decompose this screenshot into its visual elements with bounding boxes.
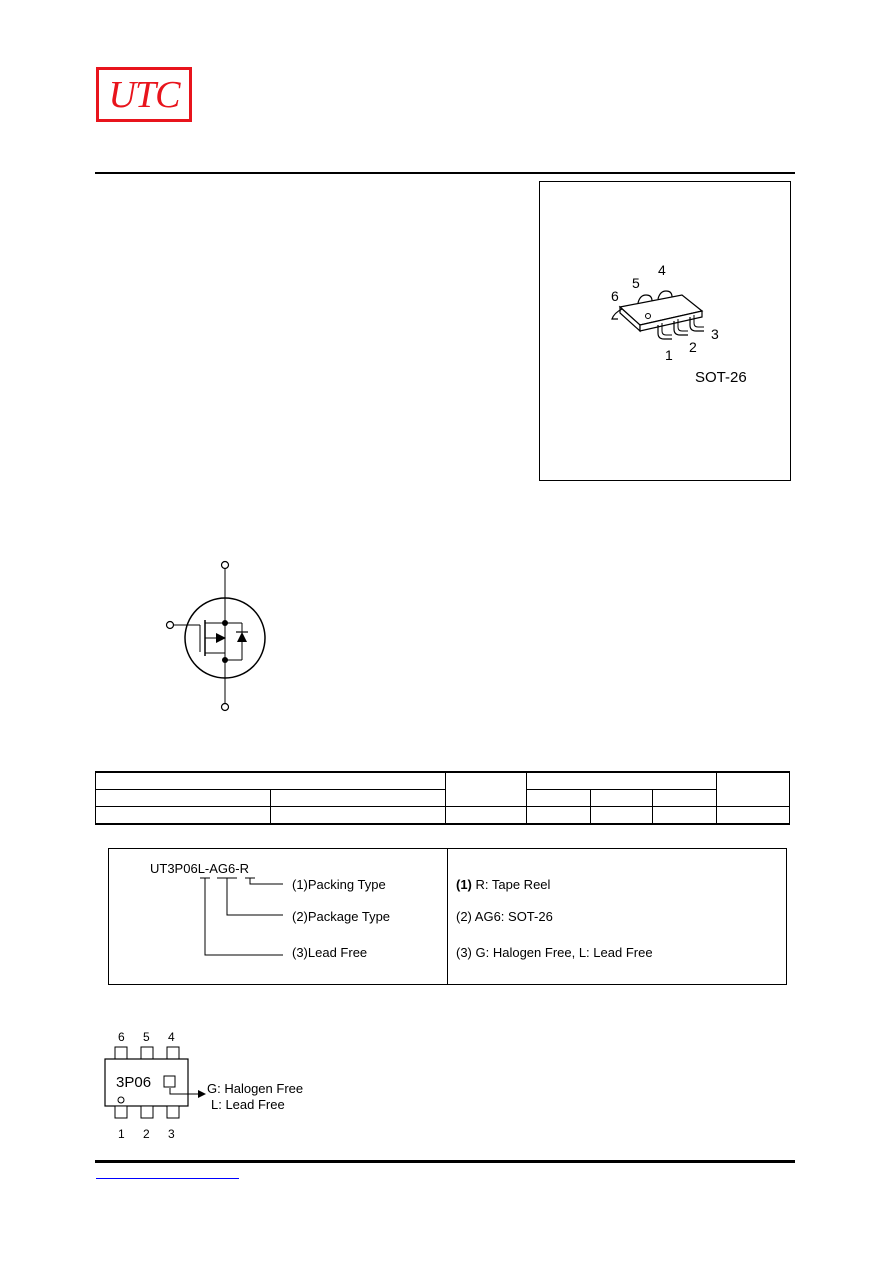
pkg-pin-1: 1	[665, 347, 673, 363]
field-package-type: (2)Package Type	[292, 909, 391, 924]
marking-pin-6: 6	[118, 1030, 125, 1044]
table-cell	[527, 790, 590, 807]
pkg-pin-2: 2	[689, 339, 697, 355]
part-code-divider	[447, 848, 448, 985]
value-text: R: Tape Reel	[471, 877, 551, 892]
utc-logo	[96, 67, 192, 122]
header-rule	[95, 172, 795, 174]
value-text: G: Halogen Free, L: Lead Free	[471, 945, 653, 960]
logo-text: UTC	[108, 74, 180, 116]
marking-pin-5: 5	[143, 1030, 150, 1044]
pkg-pin-5: 5	[632, 275, 640, 291]
value-package-type	[456, 909, 553, 924]
value-prefix: (1)	[456, 877, 472, 892]
marking-pin-4: 4	[168, 1030, 175, 1044]
table-cell	[96, 807, 271, 825]
table-cell	[716, 772, 789, 807]
logo-inner	[99, 70, 189, 119]
table-cell	[527, 772, 716, 790]
mosfet-symbol-icon	[160, 556, 280, 716]
ordering-info-table	[95, 771, 790, 825]
marking-pin-2: 2	[143, 1127, 150, 1141]
table-cell	[653, 807, 716, 825]
part-number: UT3P06L-AG6-R	[150, 861, 249, 876]
table-cell	[271, 807, 445, 825]
pkg-pin-3: 3	[711, 326, 719, 342]
marking-pin-1: 1	[118, 1127, 125, 1141]
field-packing-type: (1)Packing Type	[292, 877, 386, 892]
value-packing-type	[456, 877, 550, 892]
value-prefix: (2)	[456, 909, 472, 924]
marking-code: 3P06	[116, 1074, 152, 1091]
pkg-pin-6: 6	[611, 288, 619, 304]
value-lead-free	[456, 945, 653, 960]
table-cell	[96, 790, 271, 807]
marking-legend-lead: L: Lead Free	[211, 1097, 285, 1112]
table-cell	[527, 807, 590, 825]
table-cell	[445, 772, 526, 807]
package-name: SOT-26	[695, 369, 747, 386]
marking-pin-3: 3	[168, 1127, 175, 1141]
value-text: AG6: SOT-26	[471, 909, 553, 924]
table-cell	[445, 807, 526, 825]
part-code-leader-lines	[195, 874, 295, 964]
field-lead-free: (3)Lead Free	[292, 945, 368, 960]
marking-legend-halogen: G: Halogen Free	[207, 1081, 304, 1096]
table-cell	[590, 807, 652, 825]
pkg-pin-4: 4	[658, 262, 666, 278]
table-cell	[590, 790, 652, 807]
table-cell	[716, 807, 789, 825]
footer-rule	[95, 1160, 795, 1163]
table-cell	[271, 790, 445, 807]
table-cell	[653, 790, 716, 807]
value-prefix: (3)	[456, 945, 472, 960]
footer-link-underline[interactable]	[96, 1178, 239, 1179]
table-cell	[96, 772, 446, 790]
